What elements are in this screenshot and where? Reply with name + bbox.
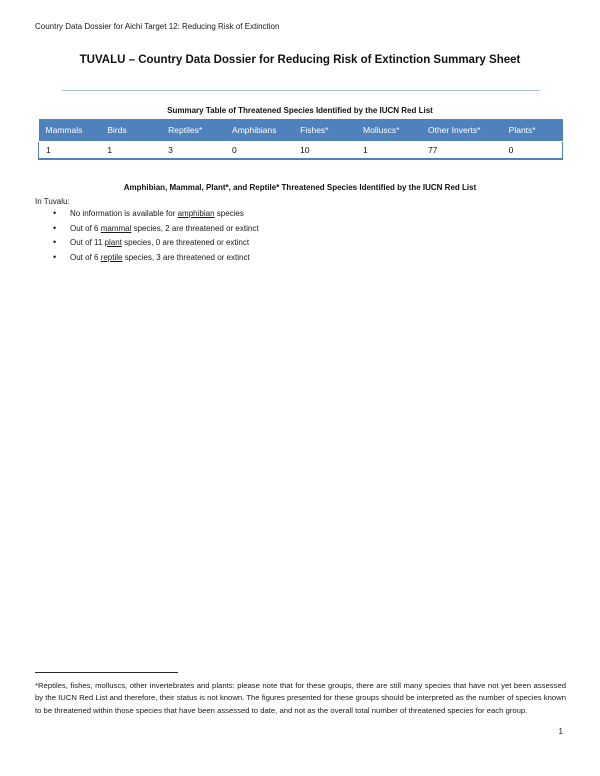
bullet-text-suffix: species, 0 are threatened or extinct <box>121 238 250 247</box>
table-cell-reptiles-count: 3 <box>161 142 225 160</box>
table-header-cell-molluscs: Molluscs* <box>356 119 421 142</box>
bullet-icon: • <box>53 251 57 262</box>
bullet-text-suffix: species <box>214 209 244 218</box>
bullet-text-underlined: mammal <box>100 223 132 233</box>
table-cell-molluscs-count: 1 <box>356 142 421 160</box>
title-divider <box>62 90 540 91</box>
bullet-item-amphibian <box>53 209 513 219</box>
bullet-text-prefix: Out of 6 <box>70 223 101 233</box>
table-cell-mammals-count: 1 <box>39 142 101 160</box>
document-running-header: Country Data Dossier for Aichi Target 12: Reducing Risk of Extinction <box>35 22 280 31</box>
table-header-cell-plants: Plants* <box>502 119 563 142</box>
table-header-cell-reptiles: Reptiles* <box>161 119 225 142</box>
table-header-cell-amphibians: Amphibians <box>225 119 293 142</box>
bullet-text-prefix: Out of 11 <box>70 238 105 247</box>
species-section-heading: Amphibian, Mammal, Plant*, and Reptile* Threatened Species Identified by the IUCN Red List <box>123 183 477 192</box>
table-header-cell-fishes: Fishes* <box>293 119 356 142</box>
table-header-row <box>39 119 563 142</box>
bullet-text-underlined: amphibian <box>177 209 215 218</box>
table-header-cell-mammals: Mammals <box>39 119 101 142</box>
footnote-divider <box>35 672 178 673</box>
table-cell-amphibians-count: 0 <box>225 142 293 160</box>
page-number: 1 <box>558 727 563 736</box>
summary-table-container <box>38 119 563 160</box>
table-cell-plants-count: 0 <box>502 142 563 160</box>
species-section-intro: In Tuvalu: <box>35 197 70 206</box>
bullet-text-underlined: plant <box>104 238 122 247</box>
table-header-cell-other-inverts: Other Inverts* <box>421 119 502 142</box>
bullet-item-plant <box>53 238 513 248</box>
bullet-text-suffix: species, 3 are threatened or extinct <box>122 252 250 262</box>
bullet-item-reptile <box>53 253 513 263</box>
bullet-icon: • <box>53 208 57 218</box>
bullet-text-underlined: reptile <box>100 252 123 262</box>
table-data-row <box>39 142 563 160</box>
bullet-text-suffix: species, 2 are threatened or extinct <box>131 223 259 233</box>
footnote-text: *Reptiles, fishes, molluscs, other invertebrates and plants: please note that for these groups, there are still many species that have not yet been assessed by the IUCN Red List and therefore, their status is not known. The figures presented for these groups should be interpreted as the number of species known to be threatened within those species that have been assessed to date, and not as the overall total number of threatened species for each group. <box>35 681 566 715</box>
bullet-text-prefix: No information is available for <box>70 209 178 218</box>
species-bullet-list <box>53 209 513 267</box>
summary-table-caption: Summary Table of Threatened Species Identified by the IUCN Red List <box>167 106 433 115</box>
bullet-icon: • <box>53 237 57 247</box>
bullet-text-prefix: Out of 6 <box>70 252 101 262</box>
table-cell-birds-count: 1 <box>100 142 161 160</box>
bullet-icon: • <box>53 222 57 233</box>
table-cell-fishes-count: 10 <box>293 142 356 160</box>
bullet-item-mammal <box>53 224 513 234</box>
summary-table <box>38 119 563 160</box>
table-header-cell-birds: Birds <box>100 119 161 142</box>
table-cell-other-inverts-count: 77 <box>421 142 502 160</box>
page-title: TUVALU – Country Data Dossier for Reducing Risk of Extinction Summary Sheet <box>79 54 521 66</box>
